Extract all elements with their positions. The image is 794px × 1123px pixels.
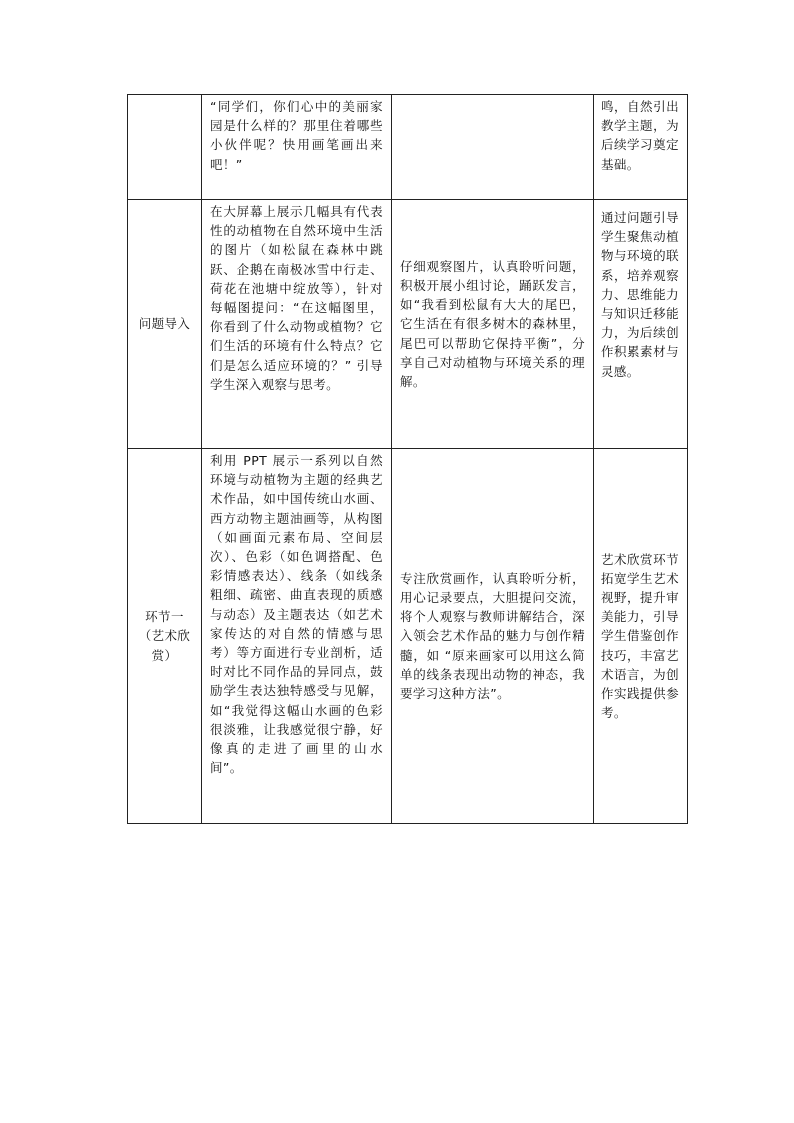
student-activity-text (392, 145, 593, 149)
design-purpose-text: 艺术欣赏环节拓宽学生艺术视野，提升审美能力，引导学生借鉴创作技巧，丰富艺术语言，为创作实践提供参考。 (601, 551, 679, 721)
table-row (128, 449, 688, 824)
teacher-activity-text: 利用 PPT 展示一系列以自然环境与动植物为主题的经典艺术作品，如中国传统山水画、西方动物主题油画等，从构图（如画面元素布局、空间层次）、色彩（如色调搭配、色彩情感表达）、线条（如线条粗细、疏密、曲直表现的质感与动态）及主题表达（如艺术家传达的对自然的情感与思考）等方面进行专业剖析，适时对比不同作品的异同点，鼓励学生表达独特感受与见解，如“我觉得这幅山水画的色彩很淡雅，让我感觉很宁静，好像真的走进了画里的山水间”。 (210, 453, 383, 776)
teacher-activity-text: “同学们，你们心中的美丽家园是什么样的？那里住着哪些小伙伴呢？快用画笔画出来吧！” (210, 99, 383, 172)
teacher-activity-cell (202, 200, 392, 449)
teacher-activity-cell (202, 449, 392, 824)
stage-text: 问题导入 (138, 316, 191, 332)
stage-cell (128, 200, 202, 449)
student-activity-cell (392, 95, 594, 200)
stage-cell (128, 449, 202, 824)
table-row (128, 95, 688, 200)
student-activity-cell (392, 200, 594, 449)
stage-text: 环节一（艺术欣赏） (138, 609, 191, 663)
student-activity-text: 专注欣赏画作，认真聆听分析，用心记录要点，大胆提问交流，将个人观察与教师讲解结合，深入领会艺术作品的魅力与创作精髓，如 “原来画家可以用这么简单的线条表现出动物的神态，我要学习这种方法”。 (400, 570, 585, 701)
student-activity-text: 仔细观察图片，认真聆听问题，积极开展小组讨论，踊跃发言，如“我看到松鼠有大大的尾巴，它生活在有很多树木的森林里，尾巴可以帮助它保持平衡”，分享自己对动植物与环境关系的理解。 (400, 258, 585, 389)
design-purpose-text: 鸣，自然引出教学主题，为后续学习奠定基础。 (601, 99, 679, 172)
teacher-activity-text: 在大屏幕上展示几幅具有代表性的动植物在自然环境中生活的图片（如松鼠在森林中跳跃、企鹅在南极冰雪中行走、荷花在池塘中绽放等），针对每幅图提问：“在这幅图里，你看到了什么动物或植物？它们生活的环境有什么特点？它们是怎么适应环境的？” 引导学生深入观察与思考。 (210, 204, 383, 392)
lesson-plan-table (127, 94, 688, 824)
student-activity-cell (392, 449, 594, 824)
design-purpose-cell (594, 449, 688, 824)
teacher-activity-cell (202, 95, 392, 200)
table-row (128, 200, 688, 449)
design-purpose-cell (594, 200, 688, 449)
stage-cell (128, 95, 202, 200)
design-purpose-text: 通过问题引导学生聚焦动植物与环境的联系，培养观察力、思维能力与知识迁移能力，为后续创作积累素材与灵感。 (601, 210, 679, 379)
design-purpose-cell (594, 95, 688, 200)
